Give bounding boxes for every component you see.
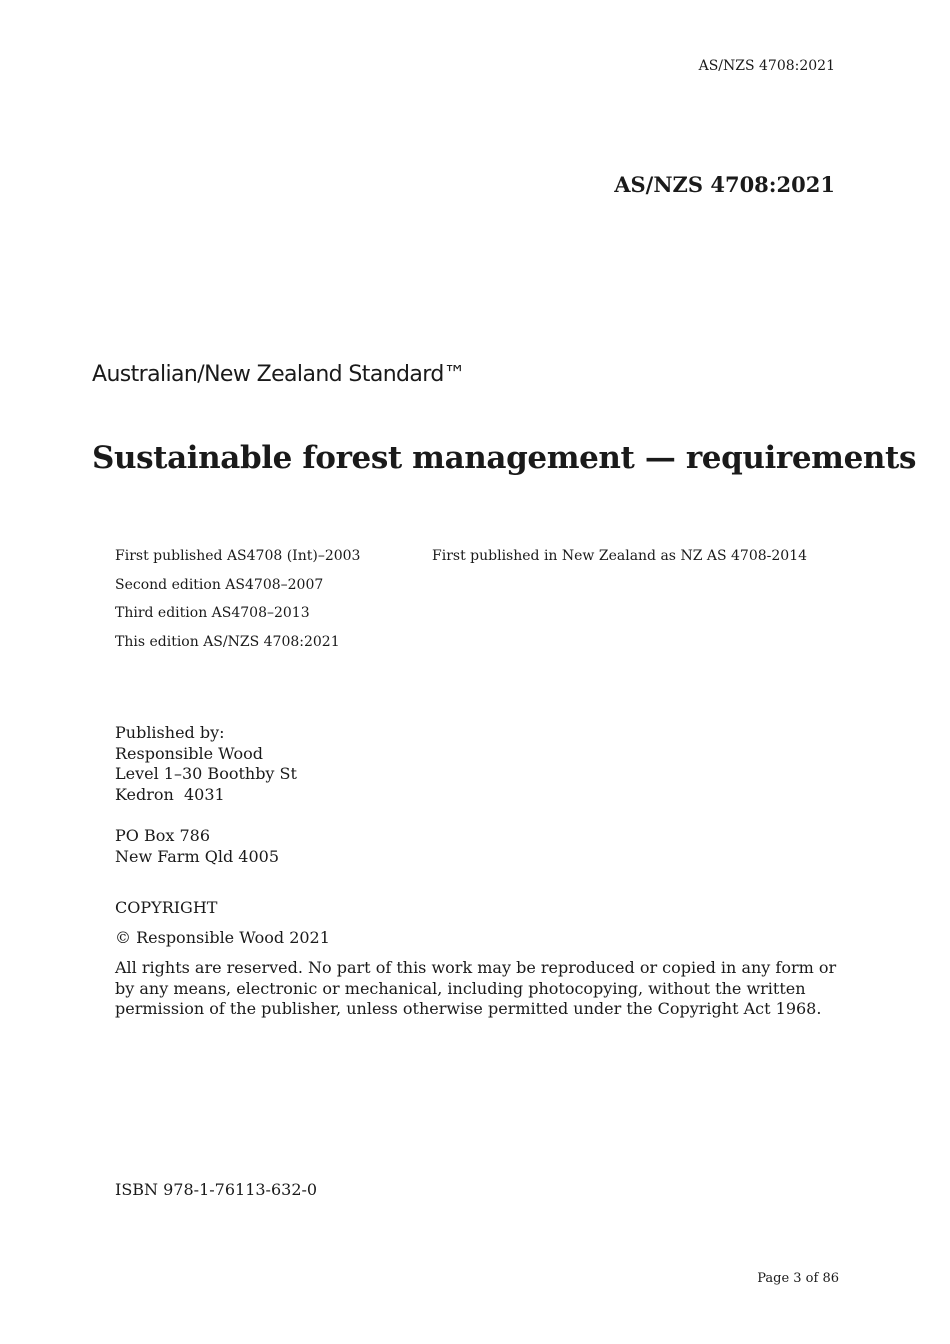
page-title: Sustainable forest management — requirements <box>92 440 917 476</box>
page-number: Page 3 of 86 <box>757 1271 839 1286</box>
publisher-block <box>115 723 297 805</box>
copyright-holder: © Responsible Wood 2021 <box>115 928 330 947</box>
isbn: ISBN 978-1-76113-632-0 <box>115 1180 318 1199</box>
copyright-heading: COPYRIGHT <box>115 898 218 917</box>
publisher-label: Published by: <box>115 723 225 742</box>
edition-line: First published AS4708 (Int)–2003 <box>115 548 361 564</box>
publisher-suburb: Kedron 4031 <box>115 784 225 804</box>
standard-series: Australian/New Zealand Standard™ <box>92 362 466 387</box>
copyright-notice: All rights are reserved. No part of this work may be reproduced or copied in any form or by any means, electronic or mechanical, including photocopying, without the written permission of the publisher, unless otherwise permitted under the Copyright Act 1968. <box>115 958 837 1019</box>
postal-address <box>115 826 279 867</box>
po-box: PO Box 786 <box>115 826 211 845</box>
publisher-address: Level 1–30 Boothby St <box>115 764 297 784</box>
edition-line: This edition AS/NZS 4708:2021 <box>115 634 340 651</box>
edition-line: Third edition AS4708–2013 <box>115 605 310 622</box>
edition-line: Second edition AS4708–2007 <box>115 576 324 593</box>
nz-publication-note: First published in New Zealand as NZ AS 4708-2014 <box>432 548 808 564</box>
running-header: AS/NZS 4708:2021 <box>698 58 835 74</box>
edition-history <box>115 548 360 663</box>
po-locality: New Farm Qld 4005 <box>115 846 279 866</box>
document-id: AS/NZS 4708:2021 <box>614 172 835 197</box>
publisher-name: Responsible Wood <box>115 743 264 763</box>
